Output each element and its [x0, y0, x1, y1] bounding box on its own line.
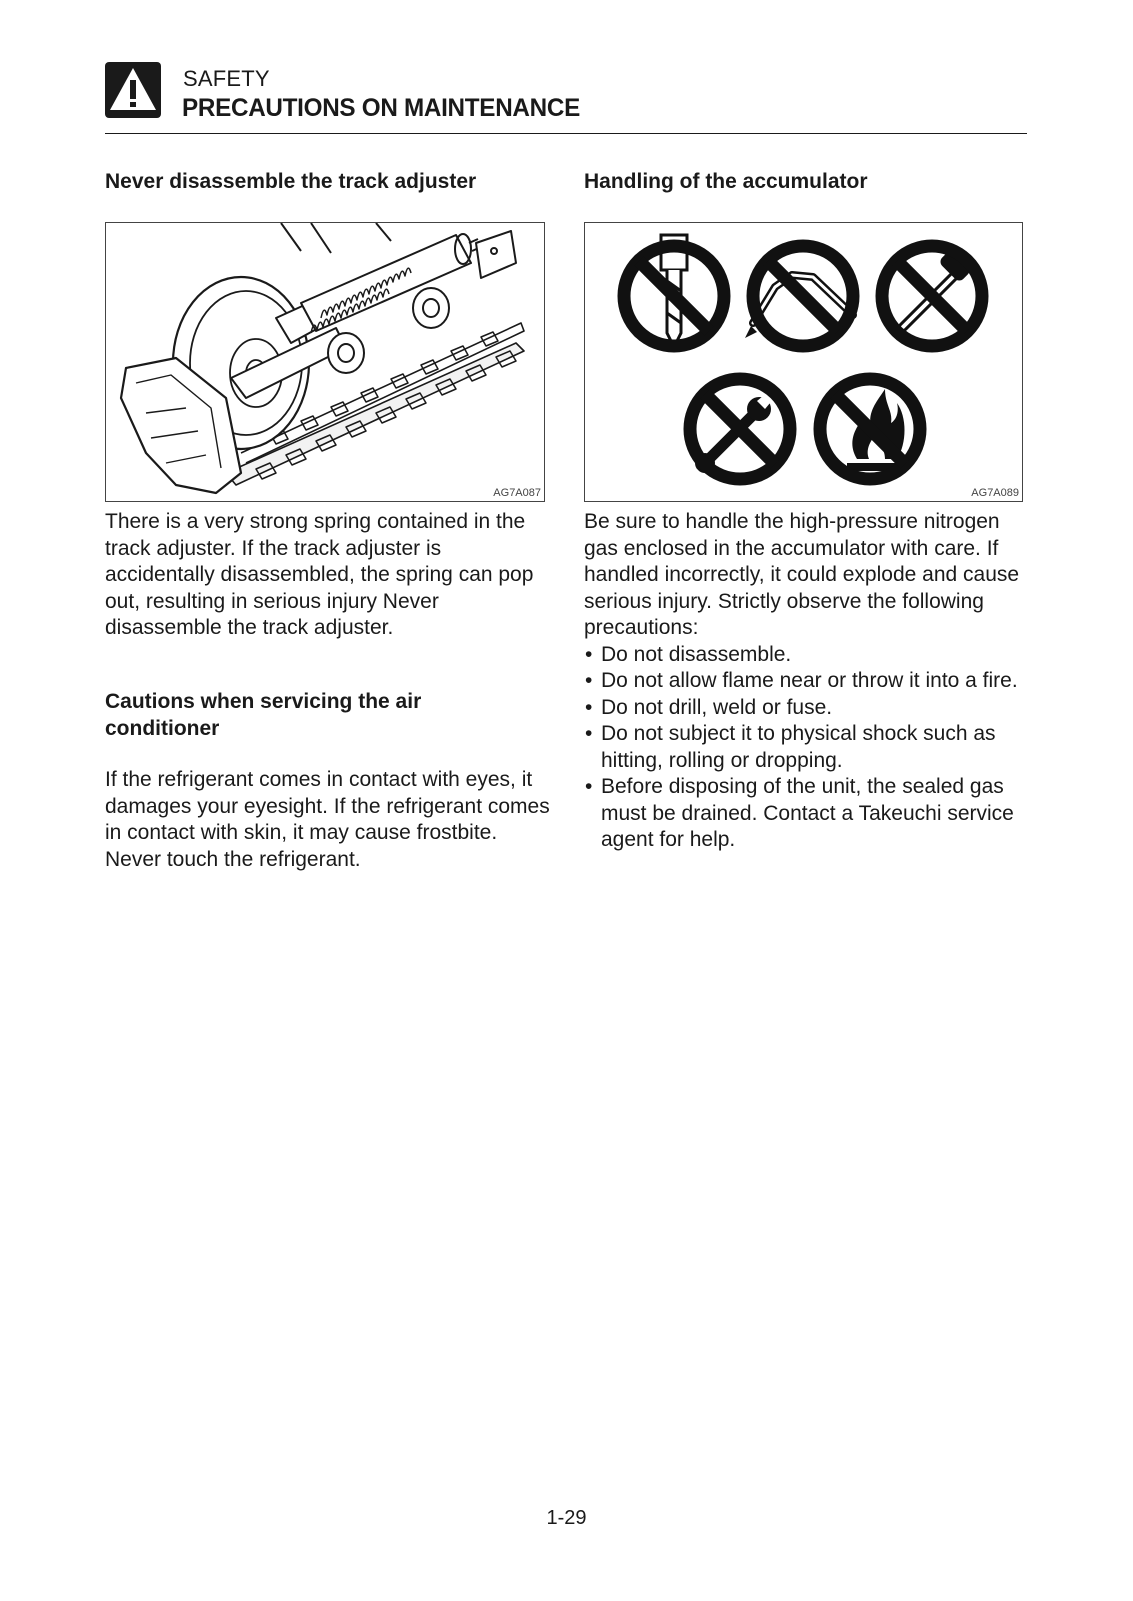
air-conditioner-heading: Cautions when servicing the air conditioner: [105, 690, 422, 740]
track-adjuster-illustration: [106, 223, 544, 501]
no-wrench-icon: [689, 379, 790, 479]
precautions-list: [584, 642, 1026, 854]
list-item: • Before disposing of the unit, the sealed gas must be drained. Contact a Takeuchi service agent for help.: [584, 774, 1026, 854]
accumulator-intro: Be sure to handle the high-pressure nitrogen gas enclosed in the accumulator with care. If handled incorrectly, it could explode and cause serious injury. Strictly observe the following precautions:: [584, 510, 1020, 639]
list-item: • Do not subject it to physical shock such as hitting, rolling or dropping.: [584, 721, 1026, 774]
track-adjuster-figure: [105, 222, 545, 502]
prohibition-signs: [585, 223, 1022, 501]
page-number: 1-29: [546, 1507, 587, 1529]
track-adjuster-text: There is a very strong spring contained in the track adjuster. If the track adjuster is accidentally disassembled, the spring can pop out, resulting in serious injury Never disassemble the track adjuster.: [105, 510, 534, 639]
no-flame-icon: [820, 379, 920, 479]
accumulator-text: [584, 509, 1026, 854]
figure-code: AG7A089: [971, 487, 1019, 499]
no-hammering-icon: [882, 246, 982, 346]
track-adjuster-heading: Never disassemble the track adjuster: [105, 170, 477, 193]
list-item: • Do not disassemble.: [584, 642, 1026, 669]
no-drilling-icon: [624, 235, 724, 347]
list-item: • Do not allow flame near or throw it into a fire.: [584, 668, 1026, 695]
accumulator-figure: [584, 222, 1023, 502]
header-divider: [105, 133, 1027, 134]
figure-code: AG7A087: [493, 487, 541, 499]
air-conditioner-text: If the refrigerant comes in contact with eyes, it damages your eyesight. If the refrigerant comes in contact with skin, it may cause frostbite. Never touch the refrigerant.: [105, 768, 550, 871]
no-welding-icon: [745, 246, 853, 346]
accumulator-heading: Handling of the accumulator: [584, 170, 868, 193]
page-title: PRECAUTIONS ON MAINTENANCE: [182, 94, 580, 122]
section-label: SAFETY: [183, 66, 270, 91]
list-item: • Do not drill, weld or fuse.: [584, 695, 1026, 722]
warning-triangle-icon: [105, 62, 161, 118]
